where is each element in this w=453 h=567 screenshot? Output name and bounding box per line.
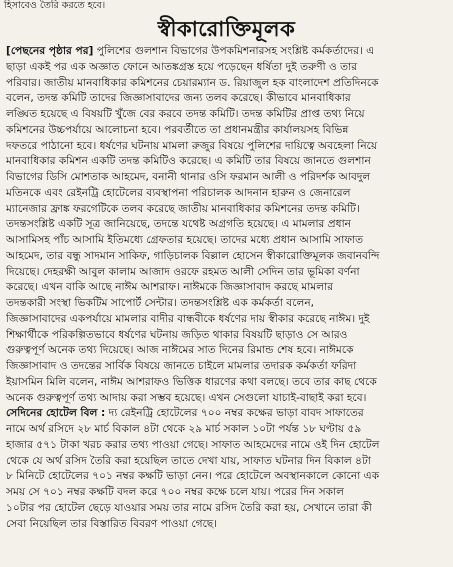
previous-article-fragment: হিসাবেও তৈরি করতে হবে। [4,0,106,11]
body-line: আসামিসহ পাঁচ আসামি ইতিমধ্যে গ্রেফতার হয়েছে। তাদের মধ্যে প্রধান আসামি সাফাত [6,234,364,246]
body-line: তদন্তসংশ্লিষ্ট একটি সূত্র জানিয়েছে, তদন্তে যথেষ্ট অগ্রগতি হয়েছে। এ মামলার প্রধান [6,218,351,231]
body-line: জিজ্ঞাসাবাদের একপর্যায়ে মামলার বাদীর বান্ধবীকে ধর্ষণের দায় স্বীকার করেছে নাঈম। দুই [6,312,370,325]
first-line [6,44,447,60]
section-line: সময় সে ৭০১ নম্বর কক্ষটি বদল করে ৭০০ নম্বর কক্ষে চলে যায়। পরের দিন সকাল [6,486,345,498]
article-body [6,44,447,567]
body-line: ম্যানেজার ফ্রাঙ্ক ফরগেটিকে তলব করেছে জাতীয় মানবাধিকার কমিশনের তদন্ত কমিটি। [6,202,360,215]
section-line: থেকে যে অর্থ রসিদ তৈরি করা হয়েছিল তাতে দেখা যায়, সাফাত ঘটনার দিন বিকাল ৪টা [6,454,371,467]
section-first-line [6,406,447,422]
body-line: আহমেদ, তার বন্ধু সাদমান সাকিফ, গাড়িচালক বিল্লাল হোসেন স্বীকারোক্তিমূলক জবানবন্দি [6,249,380,262]
body-line: দিয়েছে। দেহরক্ষী আবুল কালাম আজাদ ওরফে রহমত আলী সেদিন তার ভূমিকা বর্ণনা [6,265,360,278]
body-line: বলেন, তদন্ত কমিটি তাদের জিজ্ঞাসাবাদের জন্য তলব করেছে। কীভাবে মানবাধিকার [6,92,351,105]
section-line: সেবা নিয়েছিল তার বিস্তারিত বিবরণ পাওয়া গেছে। [6,517,218,530]
section-subheading: সেদিনের হোটেল বিল : [6,407,106,420]
body-line: মতিনকে এবং রেইনট্রি হোটেলের ব্যবস্থাপনা পরিচালক আদনান হারুন ও জেনারেল [6,186,351,199]
body-line: শিক্ষার্থীকে পরিকল্পিতভাবে ধর্ষণের ঘটনায় জড়িত থাকার বিষয়টি ছাড়াও সে আরও [6,328,348,341]
body-line: কমিশনের উচ্চপর্যায়ে আলোচনা হবে। পরবর্তীতে তা প্রধানমন্ত্রীর কার্যালয়সহ বিভিন্ন [6,123,349,136]
first-line-text: পুলিশের গুলশান বিভাগের উপকমিশনারসহ সংশ্লিষ্ট কর্মকর্তাদের। এ [93,45,375,57]
section-line: ১০টার পর হোটেল ছেড়ে যাওয়ার সময় তার নামে রসিদ তৈরি করা হয়, সেখানে তারা কী [6,501,372,514]
section-line: হাজার ৫৭১ টাকা খরচ করার তথ্য পাওয়া গেছে। সাফাত আহমেদের নামে ওই দিন হোটেল [6,438,380,451]
body-line: ইয়াসমিন মিলি বলেন, নাঈম আশরাফও ভিত্তিক ধারণের কথা বলছে। তবে তার কাছ থেকে [6,375,377,388]
body-line: পরিবার। জাতীয় মানবাধিকার কমিশনের চেয়ারম্যান ড. রিয়াজুল হক বাংলাদেশ প্রতিদিনকে [6,76,379,89]
section-first-line-text: দ্য রেইনট্রি হোটেলের ৭০০ নম্বর কক্ষের ভাড়া বাবদ সাফাতের [105,407,364,420]
body-line: লঙ্ঘিত হয়েছে এ বিষয়টি খুঁজে বের করবে তদন্ত কমিটি। তদন্ত কমিটির প্রাপ্ত তথ্য নিয়ে [6,108,365,120]
continuation-label: [পেছনের পৃষ্ঠার পর] [6,45,94,57]
body-line: দফতরে পাঠানো হবে। ধর্ষণের ঘটনায় মামলা রুজুর বিষয়ে পুলিশের দায়িত্বে অবহেলা নিয়ে [6,139,378,152]
article-headline: স্বীকারোক্তিমূলক [157,17,296,41]
body-line: জিজ্ঞাসাবাদ ও তদন্তের সার্বিক বিষয়ে জানতে চাইলে মামলার তদারক কর্মকর্তা ফরিদা [6,360,357,372]
body-line: তদন্তকারী সংস্থা ভিকটিম সাপোর্ট সেন্টার। তদন্তসংশ্লিষ্ট এক কর্মকর্তা বলেন, [6,297,315,309]
body-line: ছাড়া একই পর এক অজ্ঞাত ফোনে আতঙ্কগ্রস্ত হয়ে পড়েছেন ধর্ষিতা দুই তরুণী ও তার [6,60,358,73]
section-line: নামে অর্থ রসিদে ২৮ মার্চ বিকাল ৪টা থেকে ২৯ মার্চ সকাল ১০টা পর্যন্ত ১৮ ঘণ্টায় ৫৯ [6,423,362,435]
body-line: অনেক গুরুত্বপূর্ণ তথ্য আদায় করা সম্ভব হয়েছে। এখন সেগুলো যাচাই-বাছাই করা হবে। [6,391,367,404]
body-line: বিভাগের ডিসি মোশতাক আহমেদ, বনানী থানার ওসি ফরমান আলী ও পরিদর্শক আবদুল [6,171,371,183]
section-line: ৮ মিনিটে হোটেলের ৭০১ নম্বর কক্ষটি ভাড়া নেন। পরে হোটেলে অবস্থানকালে কোনো এক [6,470,380,483]
body-line: করেছে। এখন বাকি আছে নাঈম আশরাফ। নাঈমকে জিজ্ঞাসাবাদ করছে মামলার [6,281,334,294]
body-line: গুরুত্বপূর্ণ অনেক তথ্য দিয়েছে। আজ নাঈমের সাত দিনের রিমান্ড শেষ হবে। নাঈমকে [6,344,354,357]
body-line: মানবাধিকার কমিশন একটি তদন্ত কমিটিও করেছে। এ কমিটি তার বিষয়ে জানতে গুলশান [6,155,371,168]
